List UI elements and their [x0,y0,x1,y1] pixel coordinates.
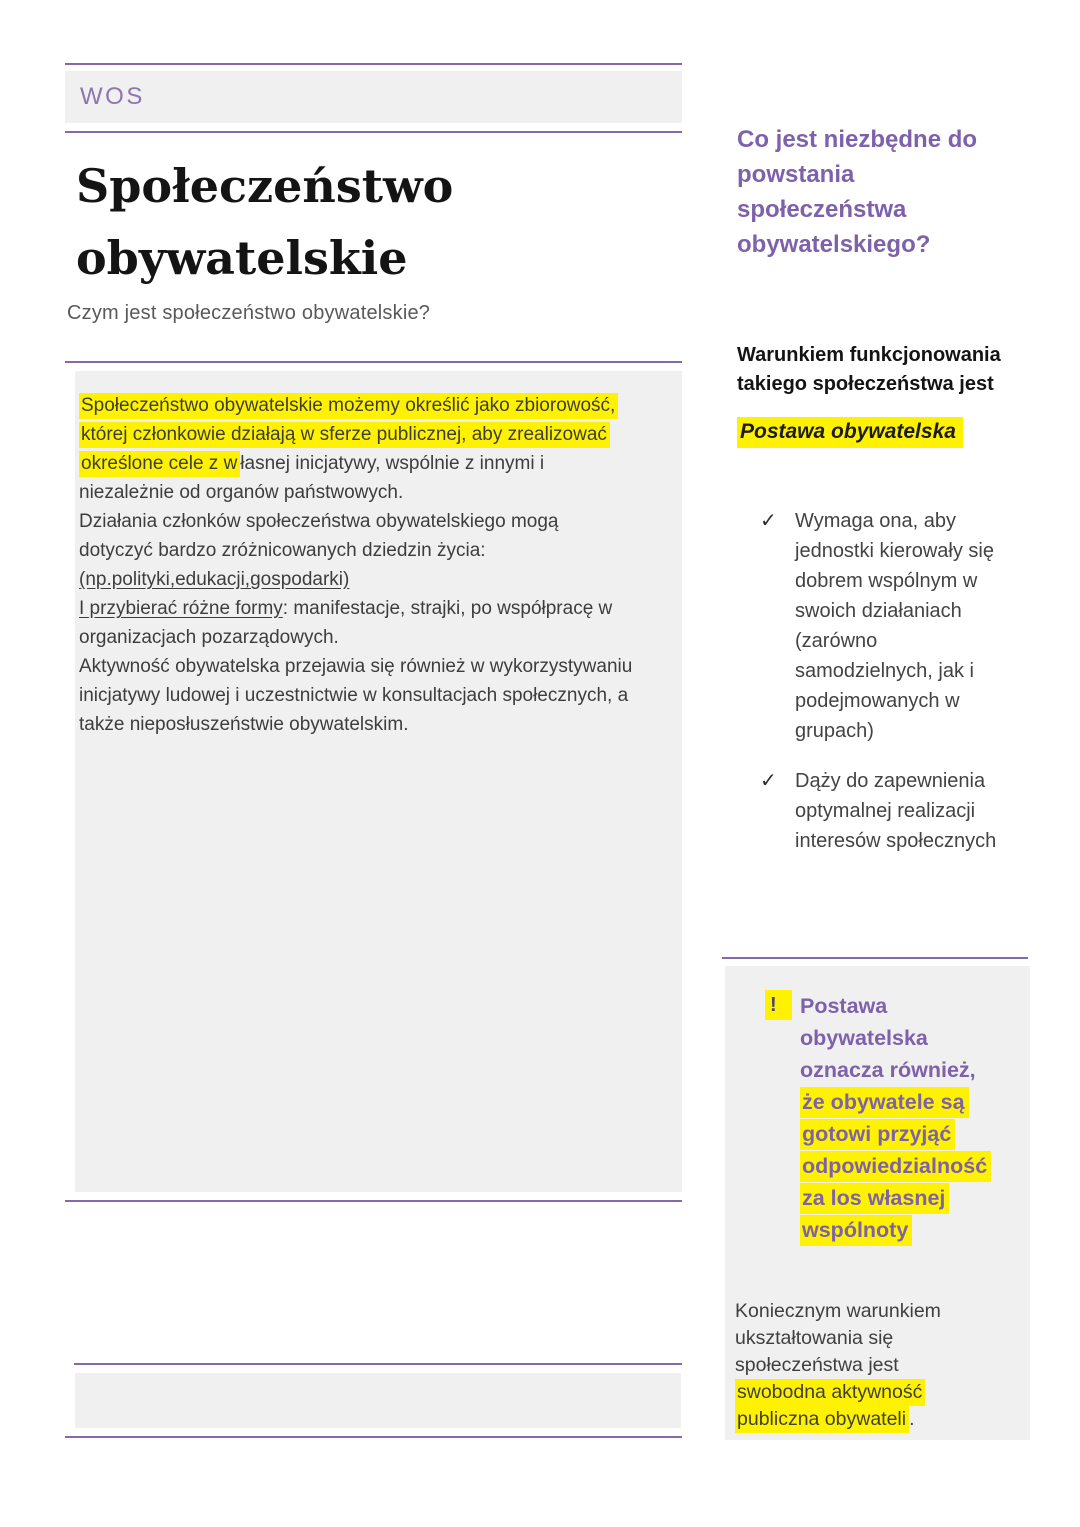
course-header-bar [65,71,682,123]
checkmark-icon: ✓ [760,510,777,532]
divider-sidebar-note-top [722,957,1028,959]
note-body-text: Postawa obywatelska oznacza również, że obywatele są gotowi przyjąć odpowiedzialność za los własnej wspólnoty [800,990,1030,1246]
sidebar-checklist [737,506,1030,876]
checklist-item [737,766,1030,856]
sidebar-note-box [725,966,1030,1440]
checklist-item [737,506,1030,746]
divider-below-main-box [65,1200,682,1202]
divider-header-bottom [65,131,682,133]
note-row [725,966,1030,1246]
paragraph-domains: Działania członków społeczeństwa obywatelskiego mogą dotyczyć bardzo zróżnicowanych dziedzin życia: (np.polityki,edukacji,gospodarki) [79,511,559,590]
divider-top [65,63,682,65]
paragraph-activity: Aktywność obywatelska przejawia się również w wykorzystywaniu inicjatywy ludowej i uczestnictwie w konsultacjach społecznych, a także nieposłuszeństwie obywatelskim. [79,656,633,735]
divider-bottom-section-top [74,1363,682,1365]
divider-above-main-box [65,361,682,363]
main-text-box [75,371,682,1192]
divider-bottom-section-bottom [65,1436,682,1438]
checklist-item-text: Wymaga ona, aby jednostki kierowały się dobrem wspólnym w swoich działaniach (zarówno samodzielnych, jak i podejmowanych w grupach) [795,510,994,742]
checklist-item-text: Dąży do zapewnienia optymalnej realizacji interesów społecznych [795,770,997,852]
note-footer-text: Koniecznym warunkiem ukształtowania się społeczeństwa jest swobodna aktywność publiczna obywateli . [725,1298,1025,1433]
checkmark-icon: ✓ [760,770,777,792]
paragraph-definition: Społeczeństwo obywatelskie możemy określić jako zbiorowość, której członkowie działają w sferze publicznej, aby zrealizować określone cele z w łasnej inicjatywy, wspólnie z innymi i niezależnie od organów państwowych. [79,391,672,507]
empty-section-bar [75,1373,681,1428]
sidebar-condition-term: Postawa obywatelska [737,417,963,448]
sidebar-condition-intro: Warunkiem funkcjonowania takiego społeczeństwa jest [737,344,1001,395]
sidebar-question-heading: Co jest niezbędne do powstania społeczeństwa obywatelskiego? [737,126,978,258]
paragraph-forms: I przybierać różne formy: manifestacje, strajki, po współpracę w organizacjach pozarządowych. [79,598,613,648]
course-label: WOS [80,83,145,110]
important-exclamation-icon: ! [765,990,792,1020]
page-subtitle: Czym jest społeczeństwo obywatelskie? [67,302,431,324]
page-title: Społeczeństwo obywatelskie [76,159,454,285]
